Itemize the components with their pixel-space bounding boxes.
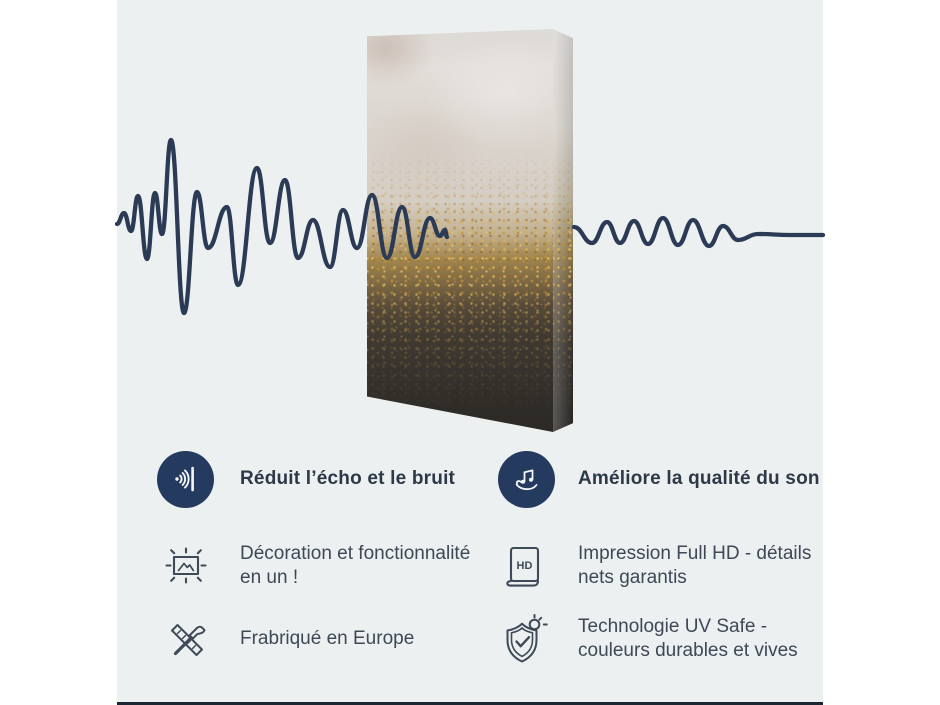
feature-label: Technologie UV Safe - couleurs durables et vives (578, 616, 798, 661)
canvas-panel-side-edge (553, 29, 573, 432)
gold-speckle-texture-sparse (367, 29, 553, 432)
full-hd-print-icon (502, 543, 546, 589)
feature-label: Décoration et fonctionnalité en un ! (240, 543, 471, 588)
uv-safe-shield-icon (501, 614, 549, 664)
feature-uv-safe (498, 608, 798, 670)
decor-function-icon (160, 540, 212, 592)
hd-icon-label: HD (516, 560, 533, 572)
feature-noise-reduction (157, 450, 455, 508)
feature-label: Frabriqué en Europe (240, 628, 415, 649)
echo-noise-reduction-icon (157, 451, 214, 508)
feature-decoration (157, 535, 470, 597)
feature-sound-quality (498, 450, 820, 508)
made-in-europe-tools-icon (163, 616, 209, 662)
gold-speckle-texture (553, 29, 573, 432)
feature-label: Impression Full HD - détails nets garantis (578, 543, 812, 588)
canvas-panel-front (367, 29, 553, 432)
feature-label: Améliore la qualité du son (578, 468, 820, 489)
feature-made-in-europe (157, 608, 414, 670)
feature-full-hd (498, 535, 811, 597)
sound-quality-icon (498, 451, 555, 508)
feature-label: Réduit l’écho et le bruit (240, 468, 456, 489)
